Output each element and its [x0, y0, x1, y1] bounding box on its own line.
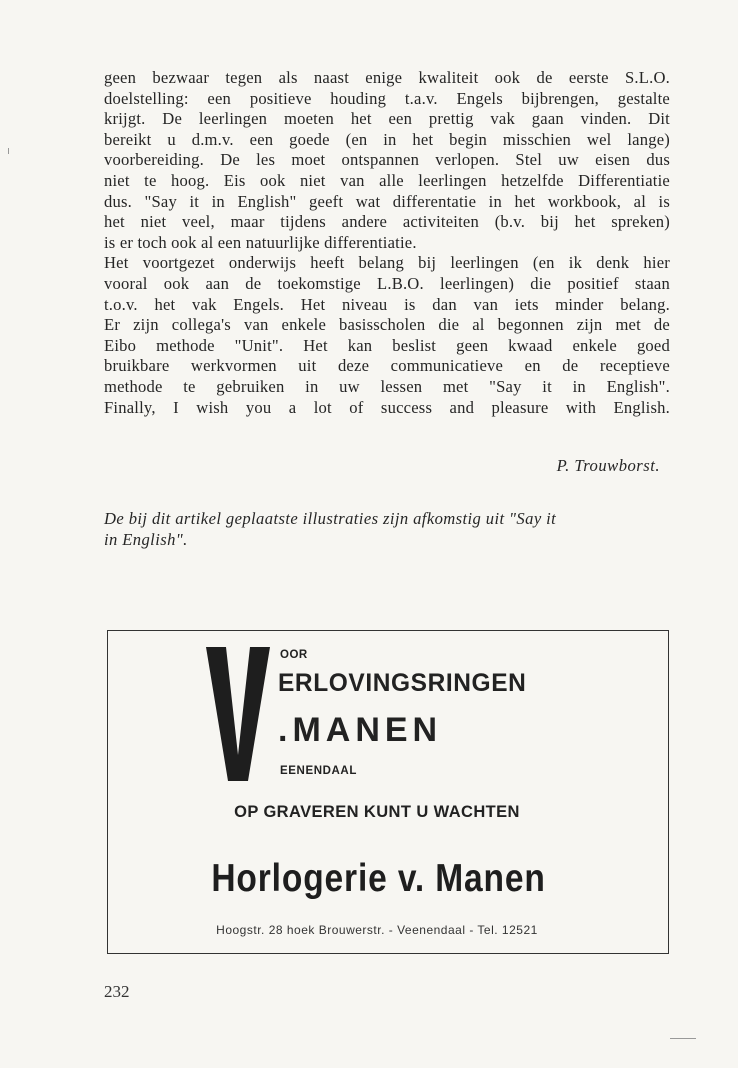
caption-line: in English".	[104, 530, 188, 549]
body-line: niet te hoog. Eis ook niet van alle leerlingen hetzelfde Differentiatie	[104, 170, 670, 190]
body-line: Finally, I wish you a lot of success and pleasure with English.	[104, 397, 670, 417]
body-line: vooral ook aan de toekomstige L.B.O. leerlingen) die positief staan	[104, 273, 670, 293]
article-body	[104, 68, 670, 418]
body-line: krijgt. De leerlingen moeten het een prettig vak gaan vinden. Dit	[104, 109, 670, 129]
body-line: doelstelling: een positieve houding t.a.v. Engels bijbrengen, gestalte	[104, 88, 670, 108]
body-line: het niet veel, maar tijdens andere activiteiten (b.v. bij het spreken)	[104, 212, 670, 232]
body-line: bereikt u d.m.v. een goede (en in het begin misschien wel lange)	[104, 129, 670, 149]
body-line: voorbereiding. De les moet ontspannen verlopen. Stel uw eisen dus	[104, 150, 670, 170]
body-line: Eibo methode "Unit". Het kan beslist geen kwaad enkele goed	[104, 335, 670, 355]
advertisement-box	[107, 630, 669, 954]
scan-mark	[670, 1038, 696, 1039]
body-line: geen bezwaar tegen als naast enige kwaliteit ook de eerste S.L.O.	[104, 68, 670, 87]
caption-line: De bij dit artikel geplaatste illustraties zijn afkomstig uit "Say it	[104, 509, 557, 528]
author-signature: P. Trouwborst.	[556, 456, 660, 475]
body-line: bruikbare werkvormen uit deze communicatieve en de receptieve	[104, 356, 670, 376]
big-v-logo	[206, 647, 270, 781]
ad-line-manen: .MANEN	[278, 711, 443, 749]
body-line: methode te gebruiken in uw lessen met "Say it in English".	[104, 376, 670, 396]
ad-engrave-slogan: OP GRAVEREN KUNT U WACHTEN	[234, 803, 520, 821]
body-line: t.o.v. het vak Engels. Het niveau is dan van iets minder belang.	[104, 294, 670, 314]
ad-shop-name: Horlogerie v. Manen	[211, 857, 546, 900]
ad-line-oor: OOR	[280, 649, 308, 661]
body-line: Het voortgezet onderwijs heeft belang bij leerlingen (en ik denk hier	[104, 253, 670, 273]
body-line: dus. "Say it in English" geeft wat differentatie in het workbook, al is	[104, 191, 670, 211]
ad-line-city: EENENDAAL	[280, 765, 357, 777]
ad-address: Hoogstr. 28 hoek Brouwerstr. - Veenendaal - Tel. 12521	[216, 923, 538, 937]
page-number: 232	[104, 982, 130, 1001]
big-v-logo-graphic	[206, 647, 270, 781]
scan-mark	[8, 148, 9, 154]
body-line: is er toch ook al een natuurlijke differentiatie.	[104, 232, 417, 252]
illustration-caption	[104, 508, 670, 550]
ad-line-erlovingsringen: ERLOVINGSRINGEN	[278, 669, 527, 697]
body-line: Er zijn collega's van enkele basisscholen die al begonnen zijn met de	[104, 315, 670, 335]
